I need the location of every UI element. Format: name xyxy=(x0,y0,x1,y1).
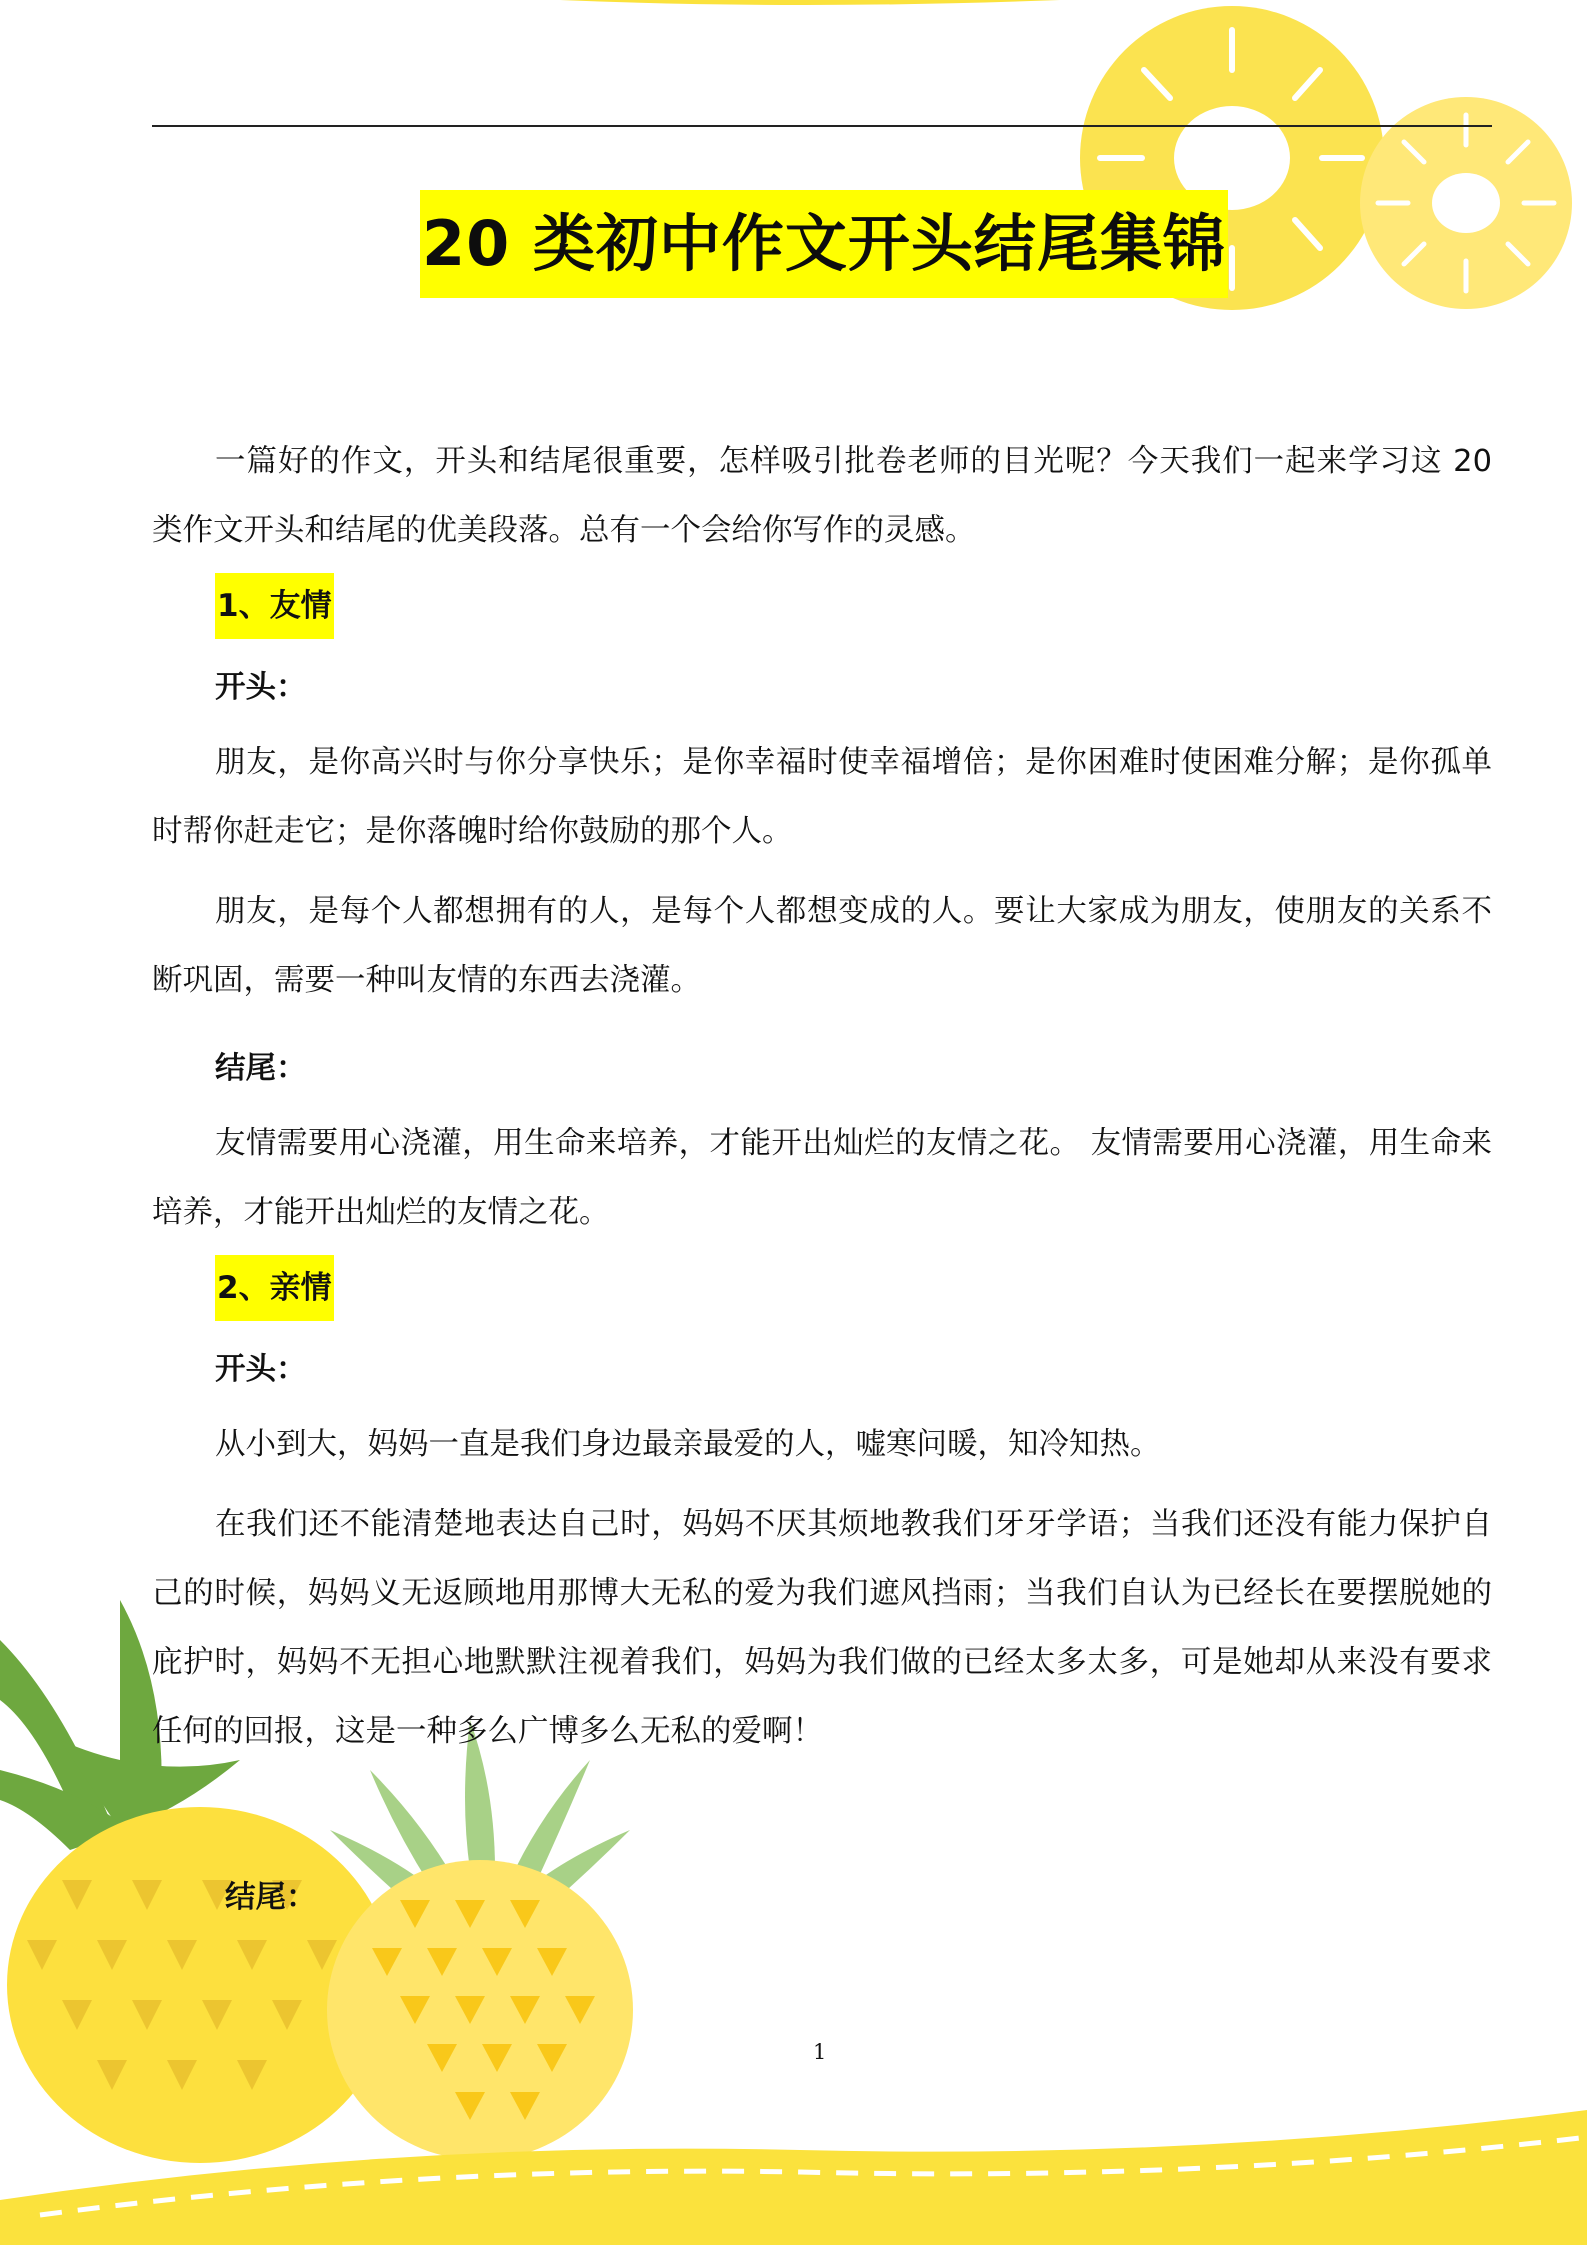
ending-label: 结尾： xyxy=(225,1880,317,1915)
ending-paragraphs xyxy=(152,1109,1492,1247)
ending-label: 结尾： xyxy=(215,1051,307,1086)
opening-label: 开头： xyxy=(215,1352,307,1387)
body-paragraph: 从小到大，妈妈一直是我们身边最亲最爱的人，嘘寒问暖，知冷知热。 xyxy=(215,1427,1161,1462)
header-rule xyxy=(152,125,1492,127)
body-paragraph: 朋友，是你高兴时与你分享快乐；是你幸福时使幸福增倍；是你困难时使困难分解；是你孤单时帮你赶走它；是你落魄时给你鼓励的那个人。 xyxy=(152,745,1492,849)
page-number: 1 xyxy=(813,2040,827,2064)
body-paragraph: 在我们还不能清楚地表达自己时，妈妈不厌其烦地教我们牙牙学语；当我们还没有能力保护自己的时候，妈妈义无返顾地用那博大无私的爱为我们遮风挡雨；当我们自认为已经长在要摆脱她的庇护时，妈妈不无担心地默默注视着我们，妈妈为我们做的已经太多太多，可是她却从来没有要求任何的回报，这是一种多么广博多么无私的爱啊！ xyxy=(152,1507,1492,1749)
body-paragraph: 朋友，是每个人都想拥有的人，是每个人都想变成的人。要让大家成为朋友，使朋友的关系不断巩固，需要一种叫友情的东西去浇灌。 xyxy=(152,894,1492,998)
intro-paragraph-block xyxy=(152,427,1492,565)
opening-paragraphs xyxy=(152,1410,1492,1766)
document-title: 20 类初中作文开头结尾集锦 xyxy=(420,190,1228,298)
section-heading: 2、亲情 xyxy=(215,1255,334,1321)
intro-paragraph: 一篇好的作文，开头和结尾很重要，怎样吸引批卷老师的目光呢？今天我们一起来学习这 20 类作文开头和结尾的优美段落。总有一个会给你写作的灵感。 xyxy=(152,444,1492,548)
body-paragraph: 友情需要用心浇灌，用生命来培养，才能开出灿烂的友情之花。 友情需要用心浇灌，用生命来培养，才能开出灿烂的友情之花。 xyxy=(152,1126,1492,1230)
opening-paragraphs xyxy=(152,728,1492,1015)
section-heading: 1、友情 xyxy=(215,573,334,639)
opening-label: 开头： xyxy=(215,670,307,705)
